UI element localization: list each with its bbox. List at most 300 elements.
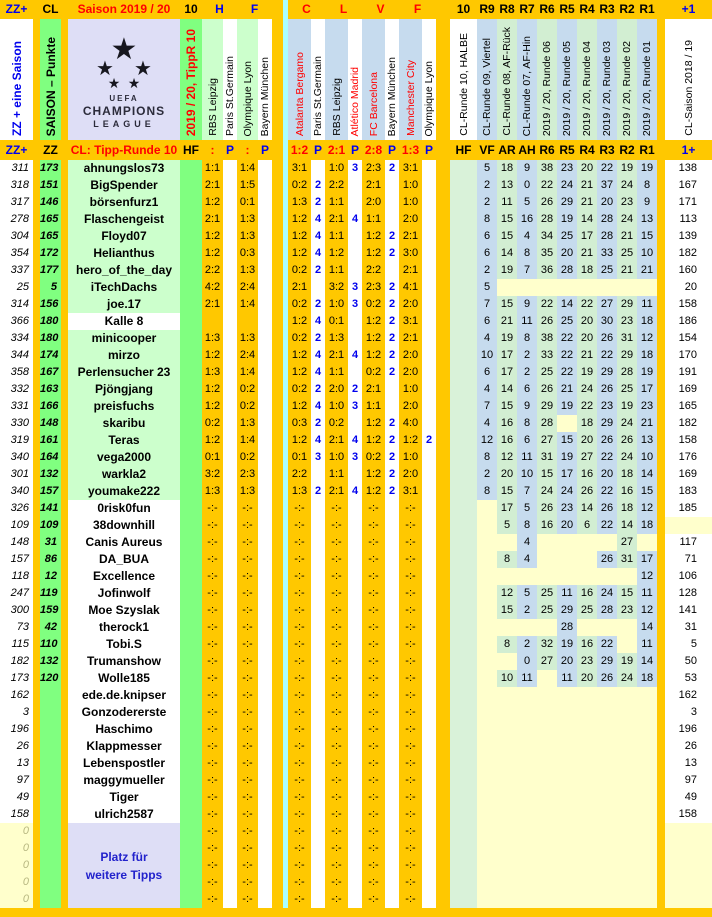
semi2-p xyxy=(258,483,272,500)
prev-season-points: 170 xyxy=(665,347,712,364)
semi1-tip: 0:2 xyxy=(202,415,223,432)
semi1-p xyxy=(223,891,237,908)
top-f2-label: F xyxy=(413,2,422,16)
semi1-p xyxy=(223,432,237,449)
player-name: 0risk0fun xyxy=(68,500,180,517)
table-row xyxy=(0,194,712,211)
semi2-p xyxy=(258,517,272,534)
semi2-p xyxy=(258,466,272,483)
top-round-r5: R5 xyxy=(559,2,575,16)
pts-r5: 20 xyxy=(557,653,577,670)
pts-r2 xyxy=(617,687,637,704)
qf1-p: 2 xyxy=(311,415,325,432)
separator xyxy=(436,313,450,330)
pts-r6 xyxy=(537,857,557,874)
pts-ar: 17 xyxy=(497,347,517,364)
saison-punkte-label: SAISON – Punkte xyxy=(43,36,58,136)
top-saison-label: Saison 2019 / 20 xyxy=(77,2,171,16)
pts-vf xyxy=(477,857,497,874)
pts-ar xyxy=(497,721,517,738)
player-name: Wolle185 xyxy=(68,670,180,687)
semi1-tip: -:- xyxy=(202,704,223,721)
separator xyxy=(272,823,283,840)
qf2-tip: -:- xyxy=(325,534,348,551)
qf3-p xyxy=(385,381,399,398)
semi1-tip: 1:2 xyxy=(202,398,223,415)
separator xyxy=(657,313,665,330)
sub-pts-hf: HF xyxy=(455,143,472,157)
qf4-p xyxy=(422,398,436,415)
pts-ar: 21 xyxy=(497,313,517,330)
table-row xyxy=(0,211,712,228)
pts-r3 xyxy=(597,721,617,738)
separator xyxy=(61,279,68,296)
round-col-10-label: CL-Runde 10, HALBE xyxy=(457,33,470,136)
pts-r1 xyxy=(637,755,657,772)
zz-points-value xyxy=(40,738,61,755)
qf2-p xyxy=(348,721,362,738)
separator xyxy=(657,449,665,466)
hf-tipp-cell xyxy=(180,534,202,551)
zzplus-value: 0 xyxy=(0,840,33,857)
qf4-tip: 3:1 xyxy=(399,313,422,330)
prev-season-points xyxy=(665,891,712,908)
pts-ar: 15 xyxy=(497,228,517,245)
separator xyxy=(436,262,450,279)
sub-pts-r4: R4 xyxy=(579,143,595,157)
qf4-tip: 1:0 xyxy=(399,177,422,194)
separator xyxy=(657,568,665,585)
qf3-tip: -:- xyxy=(362,874,385,891)
pts-hf xyxy=(450,398,477,415)
semi2-p xyxy=(258,279,272,296)
qf1-p xyxy=(311,636,325,653)
semi2-tip: 1:3 xyxy=(237,262,258,279)
hf-tipp-cell xyxy=(180,772,202,789)
top-header-row xyxy=(0,0,712,19)
separator xyxy=(272,466,283,483)
pts-hf xyxy=(450,772,477,789)
pts-ar xyxy=(497,857,517,874)
separator xyxy=(657,211,665,228)
pts-r1: 17 xyxy=(637,381,657,398)
top-round10-label: 10 xyxy=(184,2,198,16)
round-col-7-cell xyxy=(517,19,537,140)
qf3-p xyxy=(385,823,399,840)
separator xyxy=(33,551,40,568)
semi2-tip: -:- xyxy=(237,704,258,721)
qf1-p xyxy=(311,568,325,585)
hf-tipp-cell xyxy=(180,704,202,721)
qf4-tip: -:- xyxy=(399,789,422,806)
player-name: Excellence xyxy=(68,568,180,585)
qf4-p xyxy=(422,551,436,568)
qf1-tip: -:- xyxy=(288,653,311,670)
pts-r4: 22 xyxy=(577,398,597,415)
qf3-tip: 2:3 xyxy=(362,160,385,177)
sub-pts-r3: R3 xyxy=(599,143,615,157)
semi1-p xyxy=(223,585,237,602)
pts-r4 xyxy=(577,568,597,585)
pts-hf xyxy=(450,483,477,500)
qf1-tip: 0:2 xyxy=(288,296,311,313)
quarter-team-2-cell xyxy=(311,19,325,140)
pts-r4: 20 xyxy=(577,330,597,347)
qf3-tip: 1:2 xyxy=(362,245,385,262)
pts-r4 xyxy=(577,721,597,738)
pts-r5 xyxy=(557,551,577,568)
semi2-tip: 1:3 xyxy=(237,211,258,228)
qf1-p xyxy=(311,602,325,619)
semi1-p xyxy=(223,347,237,364)
pts-hf xyxy=(450,687,477,704)
zzplus-value: 162 xyxy=(0,687,33,704)
pts-r4 xyxy=(577,891,597,908)
semi2-tip: -:- xyxy=(237,738,258,755)
pts-ar xyxy=(497,891,517,908)
separator xyxy=(33,823,40,840)
pts-r4: 24 xyxy=(577,381,597,398)
qf3-p xyxy=(385,585,399,602)
pts-ah: 6 xyxy=(517,381,537,398)
pts-ar: 8 xyxy=(497,636,517,653)
pts-r5: 25 xyxy=(557,228,577,245)
semi1-tip: 1:2 xyxy=(202,245,223,262)
qf4-tip: 4:0 xyxy=(399,415,422,432)
pts-r5 xyxy=(557,704,577,721)
qf2-tip: -:- xyxy=(325,772,348,789)
pts-r1 xyxy=(637,857,657,874)
pts-hf xyxy=(450,245,477,262)
prev-season-points: 186 xyxy=(665,313,712,330)
zzplus-vertical-label: ZZ + eine Saison xyxy=(9,40,24,136)
qf2-p xyxy=(348,466,362,483)
semi1-p xyxy=(223,789,237,806)
qf2-tip: -:- xyxy=(325,891,348,908)
semi2-p xyxy=(258,789,272,806)
separator xyxy=(436,296,450,313)
pts-r3: 37 xyxy=(597,177,617,194)
pts-ah xyxy=(517,721,537,738)
pts-ar xyxy=(497,755,517,772)
zzplus-value: 0 xyxy=(0,857,33,874)
separator xyxy=(33,245,40,262)
table-row xyxy=(0,704,712,721)
pts-ah xyxy=(517,840,537,857)
pts-r5 xyxy=(557,891,577,908)
pts-r3 xyxy=(597,279,617,296)
pts-ah xyxy=(517,874,537,891)
pts-r4: 16 xyxy=(577,636,597,653)
qf1-p xyxy=(311,857,325,874)
top-round-r4: R4 xyxy=(579,2,595,16)
zz-points-value: 173 xyxy=(40,160,61,177)
separator xyxy=(272,19,283,140)
separator xyxy=(436,857,450,874)
pts-ah: 0 xyxy=(517,177,537,194)
separator xyxy=(657,738,665,755)
pts-r3 xyxy=(597,534,617,551)
pts-r4: 20 xyxy=(577,313,597,330)
semi1-tip: -:- xyxy=(202,602,223,619)
pts-ah: 4 xyxy=(517,534,537,551)
player-name: BigSpender xyxy=(68,177,180,194)
pts-r2 xyxy=(617,721,637,738)
semi2-tip: 0:2 xyxy=(237,398,258,415)
separator xyxy=(657,891,665,908)
qf3-tip: 1:1 xyxy=(362,398,385,415)
separator xyxy=(61,653,68,670)
pts-ar: 15 xyxy=(497,483,517,500)
separator xyxy=(657,619,665,636)
pts-r3: 29 xyxy=(597,415,617,432)
semi2-p xyxy=(258,160,272,177)
pts-vf: 4 xyxy=(477,381,497,398)
pts-ar: 15 xyxy=(497,211,517,228)
pts-ah: 8 xyxy=(517,517,537,534)
semi1-p xyxy=(223,364,237,381)
pts-vf: 10 xyxy=(477,347,497,364)
pts-ar: 11 xyxy=(497,194,517,211)
semi1-p xyxy=(223,194,237,211)
prev-season-points: 128 xyxy=(665,585,712,602)
qf2-tip: 1:1 xyxy=(325,262,348,279)
pts-r5: 24 xyxy=(557,483,577,500)
separator xyxy=(272,602,283,619)
zzplus-value: 366 xyxy=(0,313,33,330)
pts-r3: 28 xyxy=(597,211,617,228)
pts-r1: 19 xyxy=(637,364,657,381)
pts-r5 xyxy=(557,857,577,874)
hf-tipp-cell xyxy=(180,160,202,177)
separator xyxy=(657,194,665,211)
qf1-tip: -:- xyxy=(288,738,311,755)
qf1-p xyxy=(311,687,325,704)
semi2-tip: 1:5 xyxy=(237,177,258,194)
qf2-p xyxy=(348,415,362,432)
qf3-p xyxy=(385,653,399,670)
qf4-p xyxy=(422,670,436,687)
hf-tipp-cell xyxy=(180,840,202,857)
pts-ar xyxy=(497,619,517,636)
qf3-p: 2 xyxy=(385,228,399,245)
qf1-p xyxy=(311,279,325,296)
pts-r4 xyxy=(577,789,597,806)
pts-hf xyxy=(450,670,477,687)
separator xyxy=(436,721,450,738)
pts-r2: 19 xyxy=(617,398,637,415)
pts-r6: 31 xyxy=(537,449,557,466)
semi1-p xyxy=(223,772,237,789)
hf-tipp-cell xyxy=(180,653,202,670)
zz-points-value: 165 xyxy=(40,228,61,245)
pts-r3 xyxy=(597,789,617,806)
qf4-p xyxy=(422,160,436,177)
qf1-tip: -:- xyxy=(288,823,311,840)
player-name: Klappmesser xyxy=(68,738,180,755)
qf2-tip: -:- xyxy=(325,568,348,585)
pts-hf xyxy=(450,330,477,347)
semi2-tip: 0:1 xyxy=(237,194,258,211)
zz-points-value: 159 xyxy=(40,602,61,619)
separator xyxy=(272,279,283,296)
quarter-team-2-label: Paris St.Germain xyxy=(312,56,324,136)
semi2-p xyxy=(258,721,272,738)
qf4-tip: 2:0 xyxy=(399,364,422,381)
separator xyxy=(33,466,40,483)
pts-ah: 2 xyxy=(517,636,537,653)
qf3-p: 2 xyxy=(385,432,399,449)
pts-ar xyxy=(497,687,517,704)
pts-r5: 23 xyxy=(557,500,577,517)
qf1-p xyxy=(311,772,325,789)
qf1-p xyxy=(311,704,325,721)
pts-r3: 20 xyxy=(597,194,617,211)
qf4-tip: 2:0 xyxy=(399,466,422,483)
qf1-p xyxy=(311,891,325,908)
prev-season-points: 162 xyxy=(665,687,712,704)
semi1-tip: -:- xyxy=(202,636,223,653)
separator xyxy=(436,551,450,568)
prev-season-points: 71 xyxy=(665,551,712,568)
semi-team-1-label: RBS Leipzig xyxy=(206,78,219,136)
separator xyxy=(272,857,283,874)
semi2-p xyxy=(258,415,272,432)
separator xyxy=(436,194,450,211)
semi1-p xyxy=(223,704,237,721)
hf-tipp-cell xyxy=(180,789,202,806)
pts-r5 xyxy=(557,840,577,857)
pts-hf xyxy=(450,466,477,483)
pts-r5: 25 xyxy=(557,313,577,330)
table-row xyxy=(0,670,712,687)
pts-r3 xyxy=(597,874,617,891)
pts-r2: 27 xyxy=(617,534,637,551)
qf3-tip: -:- xyxy=(362,534,385,551)
pts-vf xyxy=(477,721,497,738)
qf1-p xyxy=(311,585,325,602)
separator xyxy=(436,211,450,228)
qf4-tip: -:- xyxy=(399,517,422,534)
semi2-p xyxy=(258,823,272,840)
pts-ah: 11 xyxy=(517,670,537,687)
pts-r3: 22 xyxy=(597,160,617,177)
semi2-p xyxy=(258,738,272,755)
qf3-p xyxy=(385,721,399,738)
hf-tipp-cell xyxy=(180,415,202,432)
player-name: Floyd07 xyxy=(68,228,180,245)
qf3-tip: -:- xyxy=(362,755,385,772)
separator xyxy=(657,228,665,245)
separator xyxy=(33,602,40,619)
pts-hf xyxy=(450,721,477,738)
qf2-tip: 1:0 xyxy=(325,296,348,313)
separator xyxy=(657,296,665,313)
pts-r6 xyxy=(537,687,557,704)
pts-r4: 20 xyxy=(577,670,597,687)
table-row xyxy=(0,279,712,296)
separator xyxy=(61,857,68,874)
separator xyxy=(436,687,450,704)
player-name: Gonzodererste xyxy=(68,704,180,721)
semi1-p xyxy=(223,449,237,466)
semi1-tip: 2:1 xyxy=(202,211,223,228)
qf2-tip: 0:2 xyxy=(325,415,348,432)
pts-vf xyxy=(477,789,497,806)
round-col-10-cell xyxy=(450,19,477,140)
semi2-p xyxy=(258,636,272,653)
pts-hf xyxy=(450,534,477,551)
top-round-r3: R3 xyxy=(599,2,615,16)
zz-points-value: 31 xyxy=(40,534,61,551)
zzplus-value: 318 xyxy=(0,177,33,194)
pts-ar: 15 xyxy=(497,602,517,619)
qf3-tip: -:- xyxy=(362,670,385,687)
top-round-r7: R7 xyxy=(519,2,535,16)
separator xyxy=(33,211,40,228)
prev-season-points: 167 xyxy=(665,177,712,194)
pts-r3: 27 xyxy=(597,296,617,313)
qf2-tip: -:- xyxy=(325,670,348,687)
round-col-6-label: 2019 / 20, Runde 06 xyxy=(541,40,553,136)
qf1-p: 2 xyxy=(311,483,325,500)
round-col-9-cell xyxy=(477,19,497,140)
qf2-tip: 1:2 xyxy=(325,245,348,262)
qf2-tip: 1:0 xyxy=(325,398,348,415)
pts-ah xyxy=(517,823,537,840)
separator xyxy=(61,483,68,500)
qf4-tip: 2:0 xyxy=(399,347,422,364)
semi1-p xyxy=(223,721,237,738)
zz-points-value: 141 xyxy=(40,500,61,517)
zzplus-value: 340 xyxy=(0,449,33,466)
separator xyxy=(657,602,665,619)
pts-r2 xyxy=(617,704,637,721)
qf2-p xyxy=(348,602,362,619)
semi1-tip: -:- xyxy=(202,687,223,704)
top-round-r2: R2 xyxy=(619,2,635,16)
pts-r1 xyxy=(637,704,657,721)
pts-hf xyxy=(450,177,477,194)
semi1-p xyxy=(223,840,237,857)
separator xyxy=(436,738,450,755)
pts-r5 xyxy=(557,772,577,789)
pts-hf xyxy=(450,568,477,585)
qf4-tip: 3:0 xyxy=(399,245,422,262)
table-row xyxy=(0,602,712,619)
table-row xyxy=(0,687,712,704)
qf1-tip: 1:2 xyxy=(288,347,311,364)
semi2-p xyxy=(258,568,272,585)
qf3-tip: -:- xyxy=(362,789,385,806)
qf1-tip: 0:1 xyxy=(288,449,311,466)
qf4-p xyxy=(422,517,436,534)
semi1-p xyxy=(223,653,237,670)
pts-vf xyxy=(477,619,497,636)
separator xyxy=(33,449,40,466)
separator xyxy=(657,177,665,194)
sub-result-1: 1:2 xyxy=(290,143,309,157)
separator xyxy=(272,806,283,823)
pts-r4: 27 xyxy=(577,449,597,466)
pts-r2: 26 xyxy=(617,432,637,449)
qf4-tip: -:- xyxy=(399,534,422,551)
pts-hf xyxy=(450,653,477,670)
separator xyxy=(657,483,665,500)
qf3-p xyxy=(385,551,399,568)
semi2-p xyxy=(258,262,272,279)
hf-tipp-cell xyxy=(180,500,202,517)
